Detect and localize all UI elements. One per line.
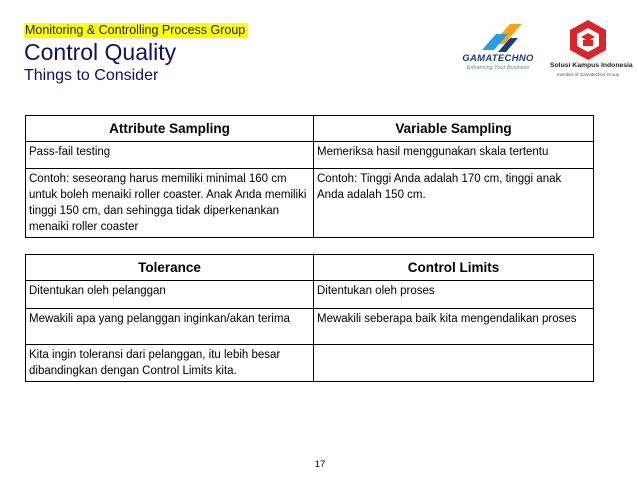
- sampling-comparison-table: [25, 115, 594, 238]
- header-variable-sampling: Variable Sampling: [314, 116, 594, 142]
- table-row: [26, 281, 594, 309]
- table-cell: Mewakili apa yang pelanggan inginkan/akan terima: [26, 309, 314, 345]
- table-cell: Kita ingin toleransi dari pelanggan, itu lebih besar dibandingkan dengan Control Limits kita.: [26, 345, 314, 382]
- table-cell: Memeriksa hasil menggunakan skala tertentu: [314, 142, 594, 169]
- page-subtitle: Things to Consider: [24, 67, 159, 84]
- table-row: [26, 345, 594, 382]
- gamatechno-mark-icon: [452, 22, 544, 54]
- ski-shield-icon: [550, 18, 626, 62]
- header-tolerance: Tolerance: [26, 255, 314, 281]
- table-header-row: [26, 255, 594, 281]
- header-attribute-sampling: Attribute Sampling: [26, 116, 314, 142]
- table-cell: Contoh: seseorang harus memiliki minimal 160 cm untuk boleh menaiki roller coaster. Anak Anda memiliki tinggi 150 cm, dan sehingga tidak diperkenankan menaiki roller coaster: [26, 169, 314, 238]
- ski-sub: member of Gamatechno Group: [556, 72, 620, 77]
- ski-name: Solusi Kampus Indonesia: [550, 62, 633, 69]
- page-number: 17: [314, 459, 326, 470]
- table-cell: Ditentukan oleh pelanggan: [26, 281, 314, 309]
- gamatechno-logo: [452, 22, 544, 74]
- table-cell: [314, 345, 594, 382]
- page-title: Control Quality: [24, 39, 177, 65]
- table-cell: Ditentukan oleh proses: [314, 281, 594, 309]
- gamatechno-name: GAMATECHNO: [462, 53, 534, 64]
- process-group-label: Monitoring & Controlling Process Group: [24, 23, 248, 38]
- table-row: [26, 309, 594, 345]
- table-cell: Mewakili seberapa baik kita mengendalikan proses: [314, 309, 594, 345]
- table-row: [26, 169, 594, 238]
- gamatechno-tagline: Enhancing Your Business: [466, 65, 530, 71]
- tolerance-comparison-table: [25, 254, 594, 382]
- table-header-row: [26, 116, 594, 142]
- table-row: [26, 142, 594, 169]
- header-control-limits: Control Limits: [314, 255, 594, 281]
- ski-logo: [550, 18, 633, 80]
- table-cell: Contoh: Tinggi Anda adalah 170 cm, tinggi anak Anda adalah 150 cm.: [314, 169, 594, 238]
- table-cell: Pass-fail testing: [26, 142, 314, 169]
